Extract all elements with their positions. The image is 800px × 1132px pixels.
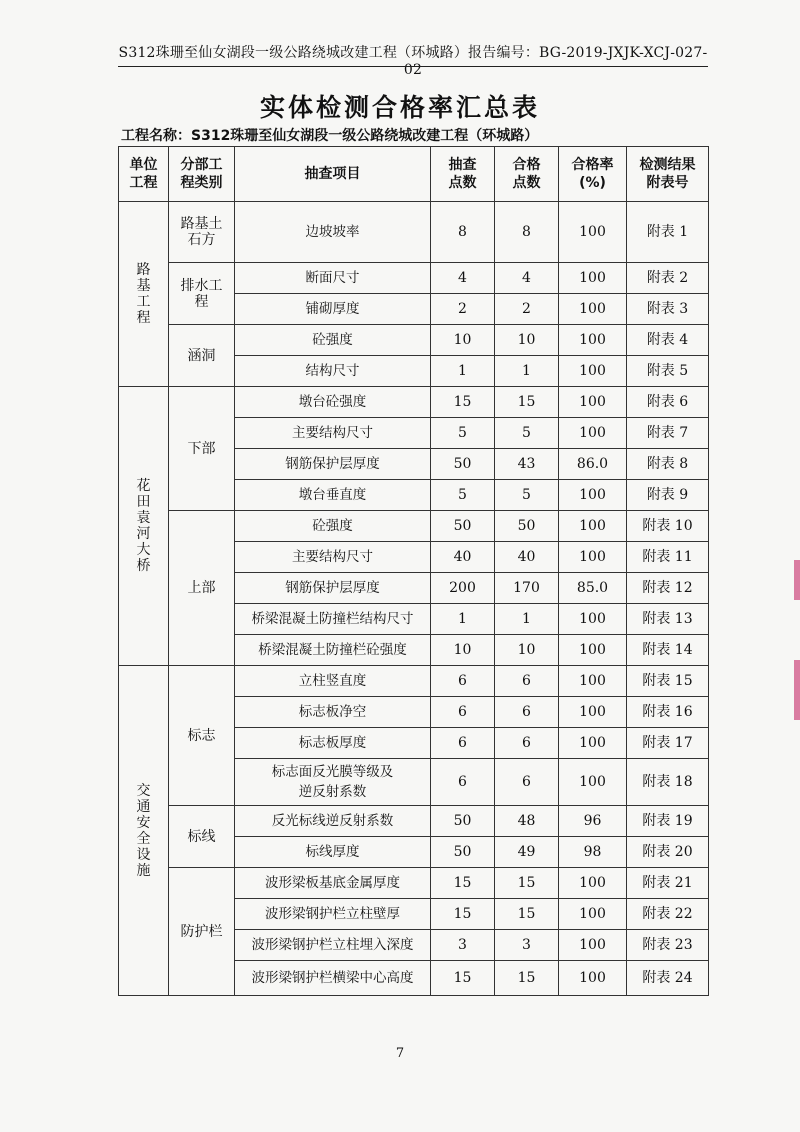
checked-cell: 8 xyxy=(431,202,495,263)
item-cell: 钢筋保护层厚度 xyxy=(235,573,431,604)
rate-cell: 86.0 xyxy=(559,449,627,480)
ref-cell: 附表 23 xyxy=(627,930,709,961)
passed-cell: 3 xyxy=(495,930,559,961)
ref-cell: 附表 18 xyxy=(627,759,709,806)
ref-cell: 附表 5 xyxy=(627,356,709,387)
rate-cell: 100 xyxy=(559,202,627,263)
checked-cell: 5 xyxy=(431,418,495,449)
rate-cell: 100 xyxy=(559,294,627,325)
item-cell: 铺砌厚度 xyxy=(235,294,431,325)
item-cell: 标志面反光膜等级及逆反射系数 xyxy=(235,759,431,806)
item-cell: 波形梁钢护栏立柱壁厚 xyxy=(235,899,431,930)
checked-cell: 50 xyxy=(431,511,495,542)
rate-cell: 100 xyxy=(559,263,627,294)
table-row xyxy=(119,202,709,263)
ref-cell: 附表 13 xyxy=(627,604,709,635)
header-rule xyxy=(118,66,708,67)
ref-cell: 附表 21 xyxy=(627,868,709,899)
col-header-ref: 检测结果附表号 xyxy=(627,147,709,202)
passed-cell: 15 xyxy=(495,387,559,418)
item-cell: 波形梁钢护栏立柱埋入深度 xyxy=(235,930,431,961)
rate-cell: 100 xyxy=(559,899,627,930)
checked-cell: 40 xyxy=(431,542,495,573)
item-cell: 砼强度 xyxy=(235,511,431,542)
rate-cell: 100 xyxy=(559,697,627,728)
item-cell: 结构尺寸 xyxy=(235,356,431,387)
rate-cell: 100 xyxy=(559,666,627,697)
checked-cell: 10 xyxy=(431,325,495,356)
passed-cell: 48 xyxy=(495,806,559,837)
passed-cell: 6 xyxy=(495,666,559,697)
checked-cell: 50 xyxy=(431,837,495,868)
col-header-rate: 合格率(%) xyxy=(559,147,627,202)
checked-cell: 3 xyxy=(431,930,495,961)
rate-cell: 100 xyxy=(559,356,627,387)
item-cell: 波形梁钢护栏横梁中心高度 xyxy=(235,961,431,996)
table-row xyxy=(119,263,709,294)
ref-cell: 附表 1 xyxy=(627,202,709,263)
table-row xyxy=(119,806,709,837)
checked-cell: 15 xyxy=(431,899,495,930)
ref-cell: 附表 19 xyxy=(627,806,709,837)
rate-cell: 100 xyxy=(559,759,627,806)
ref-cell: 附表 11 xyxy=(627,542,709,573)
ref-cell: 附表 12 xyxy=(627,573,709,604)
passed-cell: 2 xyxy=(495,294,559,325)
table-row xyxy=(119,387,709,418)
table-row xyxy=(119,868,709,899)
passed-cell: 15 xyxy=(495,961,559,996)
item-cell: 标志板净空 xyxy=(235,697,431,728)
ref-cell: 附表 7 xyxy=(627,418,709,449)
passed-cell: 15 xyxy=(495,868,559,899)
item-cell: 标线厚度 xyxy=(235,837,431,868)
sub-cell: 标志 xyxy=(169,666,235,806)
unit-cell: 交通安全设施 xyxy=(119,666,169,996)
ref-cell: 附表 14 xyxy=(627,635,709,666)
sub-cell: 下部 xyxy=(169,387,235,511)
item-cell: 波形梁板基底金属厚度 xyxy=(235,868,431,899)
checked-cell: 15 xyxy=(431,961,495,996)
rate-cell: 100 xyxy=(559,868,627,899)
item-cell: 立柱竖直度 xyxy=(235,666,431,697)
passed-cell: 6 xyxy=(495,697,559,728)
passed-cell: 170 xyxy=(495,573,559,604)
col-header-checked: 抽查点数 xyxy=(431,147,495,202)
ref-cell: 附表 20 xyxy=(627,837,709,868)
passed-cell: 5 xyxy=(495,480,559,511)
passed-cell: 1 xyxy=(495,604,559,635)
sub-cell: 排水工程 xyxy=(169,263,235,325)
passed-cell: 10 xyxy=(495,635,559,666)
passed-cell: 10 xyxy=(495,325,559,356)
checked-cell: 6 xyxy=(431,666,495,697)
ref-cell: 附表 2 xyxy=(627,263,709,294)
col-header-item: 抽查项目 xyxy=(235,147,431,202)
rate-cell: 98 xyxy=(559,837,627,868)
checked-cell: 15 xyxy=(431,387,495,418)
passed-cell: 40 xyxy=(495,542,559,573)
passed-cell: 50 xyxy=(495,511,559,542)
sub-cell: 防护栏 xyxy=(169,868,235,996)
ref-cell: 附表 22 xyxy=(627,899,709,930)
col-header-unit: 单位工程 xyxy=(119,147,169,202)
rate-cell: 100 xyxy=(559,930,627,961)
item-cell: 砼强度 xyxy=(235,325,431,356)
ref-cell: 附表 10 xyxy=(627,511,709,542)
table-header-row xyxy=(119,147,709,202)
item-cell: 墩台垂直度 xyxy=(235,480,431,511)
rate-cell: 100 xyxy=(559,387,627,418)
item-cell: 桥梁混凝土防撞栏结构尺寸 xyxy=(235,604,431,635)
ref-cell: 附表 15 xyxy=(627,666,709,697)
rate-cell: 100 xyxy=(559,480,627,511)
page-number: 7 xyxy=(395,1046,405,1061)
sub-cell: 上部 xyxy=(169,511,235,666)
passed-cell: 15 xyxy=(495,899,559,930)
table-row xyxy=(119,511,709,542)
ref-cell: 附表 16 xyxy=(627,697,709,728)
rate-cell: 100 xyxy=(559,728,627,759)
checked-cell: 6 xyxy=(431,759,495,806)
checked-cell: 2 xyxy=(431,294,495,325)
col-header-sub: 分部工程类别 xyxy=(169,147,235,202)
ref-cell: 附表 9 xyxy=(627,480,709,511)
item-cell: 主要结构尺寸 xyxy=(235,542,431,573)
rate-cell: 100 xyxy=(559,418,627,449)
checked-cell: 10 xyxy=(431,635,495,666)
checked-cell: 50 xyxy=(431,449,495,480)
passed-cell: 6 xyxy=(495,759,559,806)
passed-cell: 8 xyxy=(495,202,559,263)
table-row xyxy=(119,325,709,356)
sub-cell: 涵洞 xyxy=(169,325,235,387)
item-cell: 反光标线逆反射系数 xyxy=(235,806,431,837)
page-title: 实体检测合格率汇总表 xyxy=(259,93,540,122)
item-cell: 钢筋保护层厚度 xyxy=(235,449,431,480)
item-cell: 标志板厚度 xyxy=(235,728,431,759)
checked-cell: 15 xyxy=(431,868,495,899)
checked-cell: 50 xyxy=(431,806,495,837)
passed-cell: 6 xyxy=(495,728,559,759)
passed-cell: 1 xyxy=(495,356,559,387)
item-cell: 墩台砼强度 xyxy=(235,387,431,418)
rate-cell: 100 xyxy=(559,961,627,996)
rate-cell: 100 xyxy=(559,542,627,573)
item-cell: 边坡坡率 xyxy=(235,202,431,263)
checked-cell: 6 xyxy=(431,697,495,728)
col-header-passed: 合格点数 xyxy=(495,147,559,202)
edge-stamp-mark xyxy=(794,560,800,600)
passed-cell: 43 xyxy=(495,449,559,480)
rate-cell: 100 xyxy=(559,635,627,666)
rate-cell: 96 xyxy=(559,806,627,837)
checked-cell: 5 xyxy=(431,480,495,511)
sub-cell: 路基土石方 xyxy=(169,202,235,263)
rate-cell: 100 xyxy=(559,604,627,635)
rate-cell: 100 xyxy=(559,511,627,542)
ref-cell: 附表 24 xyxy=(627,961,709,996)
checked-cell: 6 xyxy=(431,728,495,759)
unit-cell: 花田袁河大桥 xyxy=(119,387,169,666)
ref-cell: 附表 4 xyxy=(627,325,709,356)
item-cell: 断面尺寸 xyxy=(235,263,431,294)
edge-stamp-mark xyxy=(794,660,800,720)
rate-cell: 100 xyxy=(559,325,627,356)
sub-cell: 标线 xyxy=(169,806,235,868)
ref-cell: 附表 8 xyxy=(627,449,709,480)
ref-cell: 附表 3 xyxy=(627,294,709,325)
checked-cell: 1 xyxy=(431,604,495,635)
checked-cell: 1 xyxy=(431,356,495,387)
summary-table xyxy=(118,146,709,996)
report-header: S312珠珊至仙女湖段一级公路绕城改建工程（环城路）报告编号：BG-2019-JXJK-XCJ-027-02 xyxy=(118,45,708,78)
item-cell: 桥梁混凝土防撞栏砼强度 xyxy=(235,635,431,666)
checked-cell: 4 xyxy=(431,263,495,294)
passed-cell: 49 xyxy=(495,837,559,868)
checked-cell: 200 xyxy=(431,573,495,604)
rate-cell: 85.0 xyxy=(559,573,627,604)
passed-cell: 5 xyxy=(495,418,559,449)
ref-cell: 附表 17 xyxy=(627,728,709,759)
item-cell: 主要结构尺寸 xyxy=(235,418,431,449)
passed-cell: 4 xyxy=(495,263,559,294)
project-name: 工程名称：S312珠珊至仙女湖段一级公路绕城改建工程（环城路） xyxy=(121,128,539,144)
ref-cell: 附表 6 xyxy=(627,387,709,418)
unit-cell: 路基工程 xyxy=(119,202,169,387)
table-row xyxy=(119,666,709,697)
